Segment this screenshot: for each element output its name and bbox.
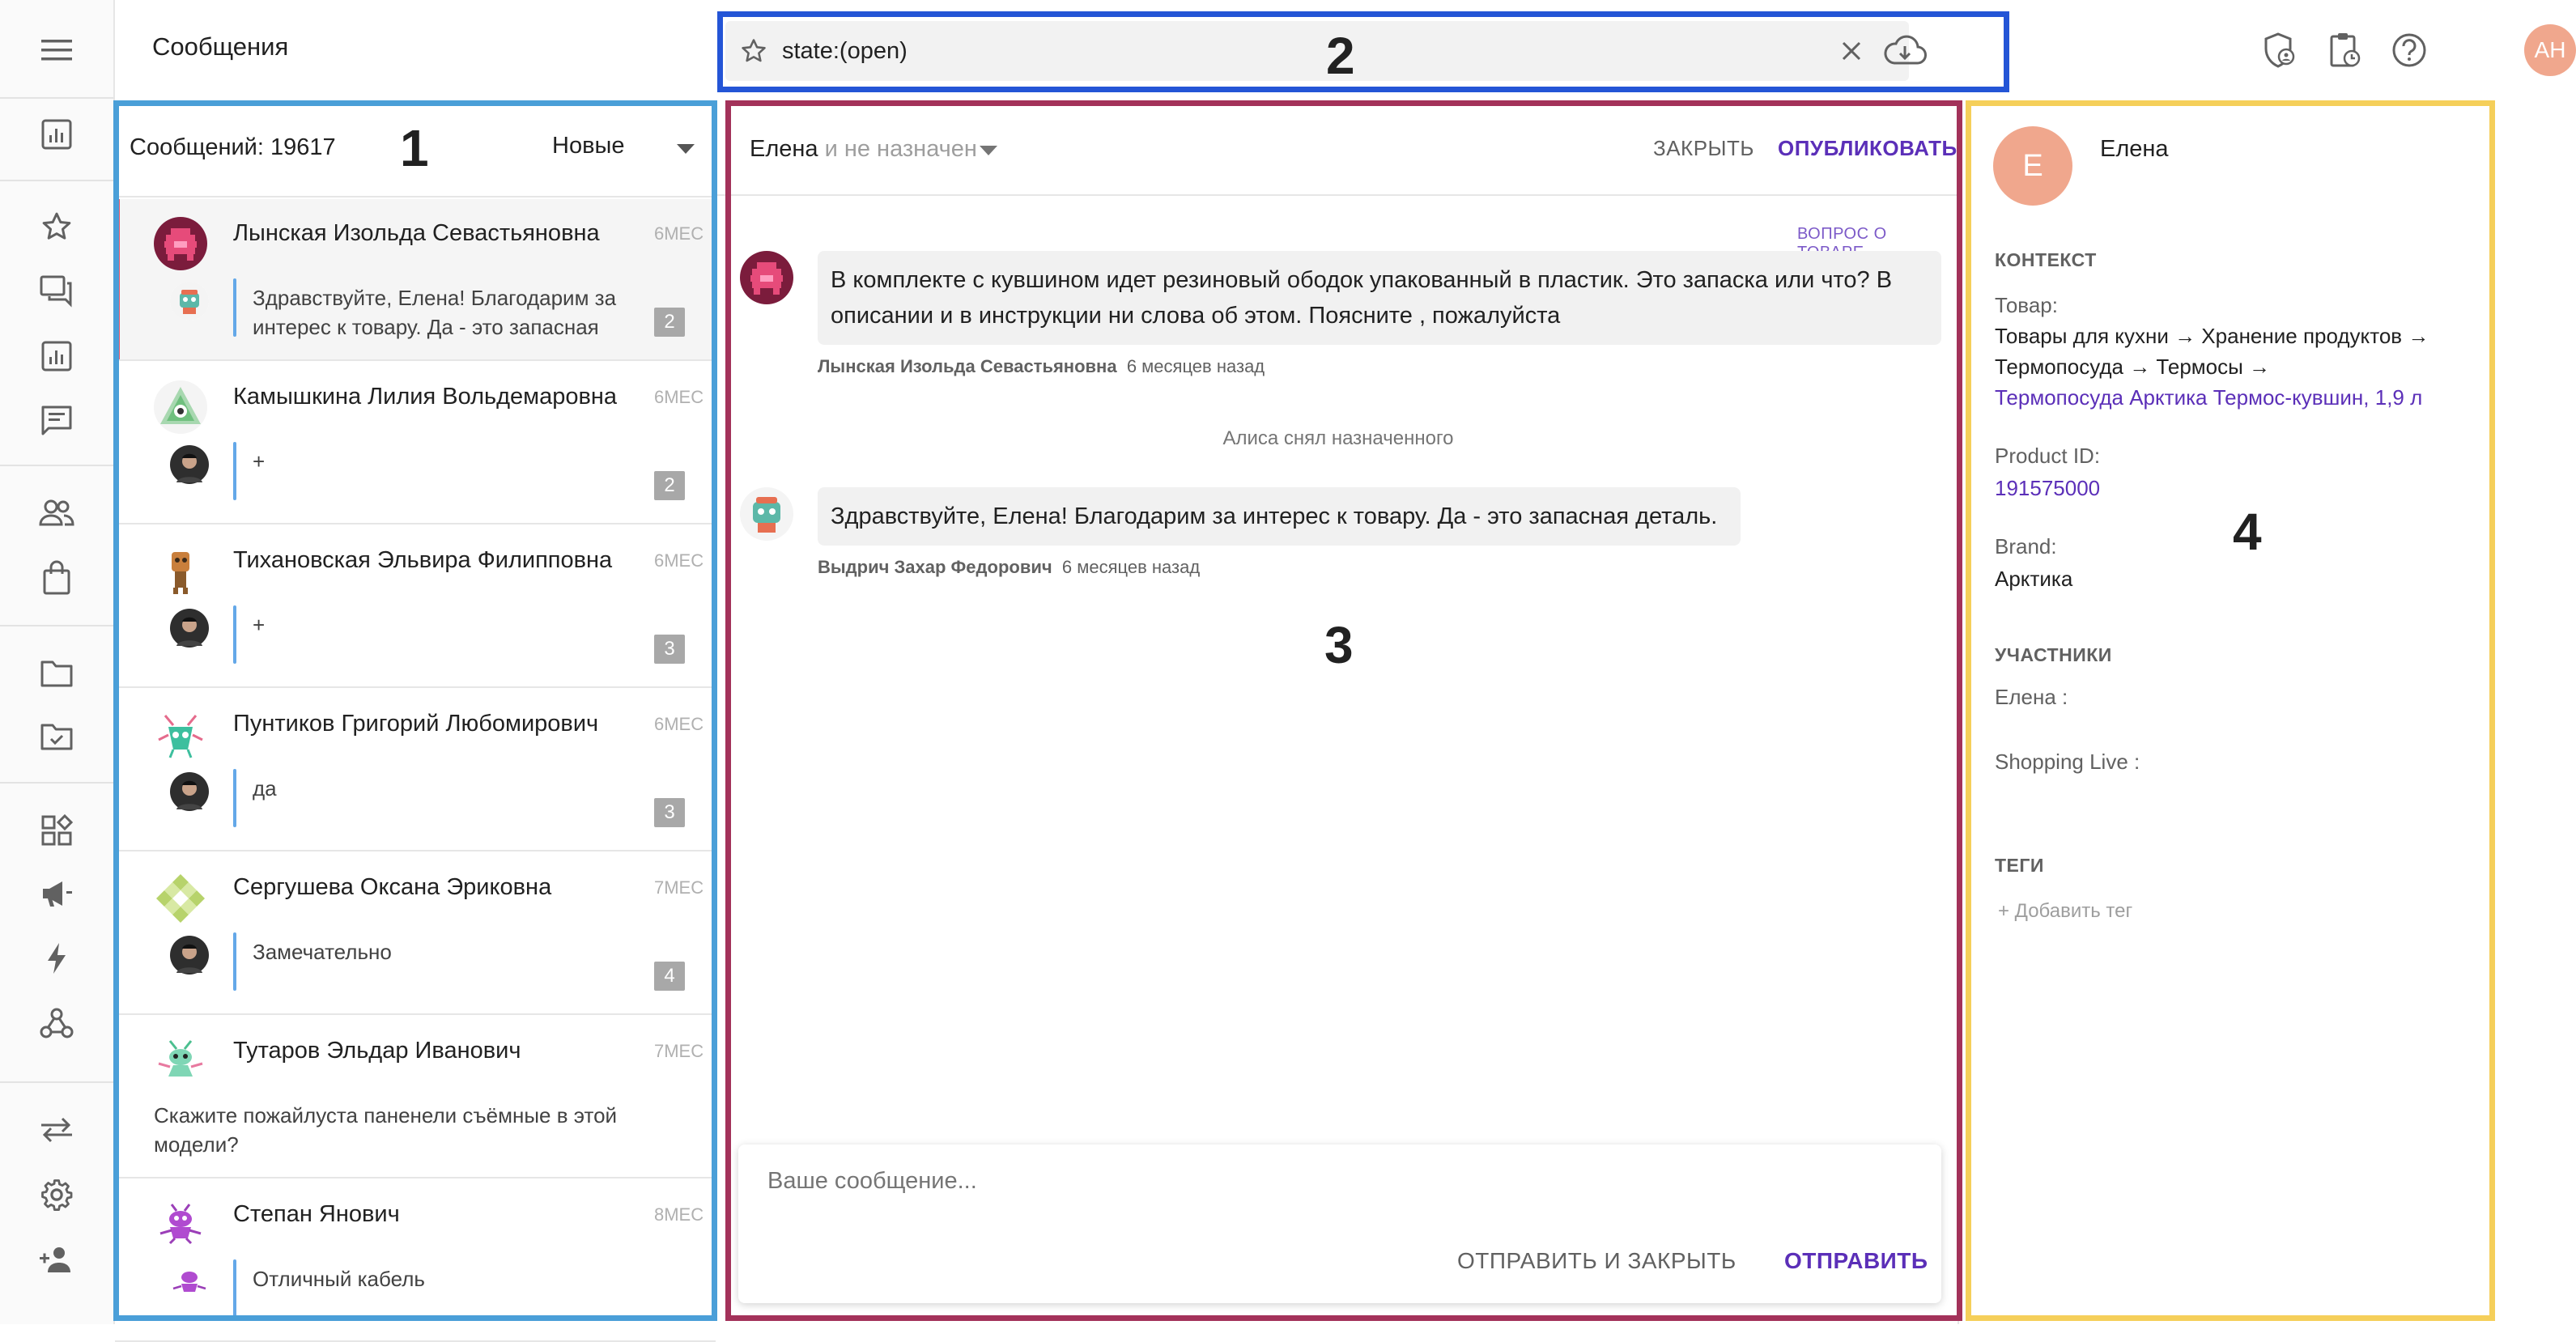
annotation-label-4: 4 — [2233, 503, 2262, 561]
quote-bar — [233, 932, 236, 991]
widgets-icon[interactable] — [36, 809, 78, 851]
conversation-time: 7МЕС — [654, 877, 704, 898]
conversation-time: 6МЕС — [654, 550, 704, 571]
participant: Shopping Live : — [1995, 750, 2140, 774]
message-count: Сообщений: 19617 — [130, 134, 336, 160]
category-line: Товары для кухни → Хранение продуктов → — [1995, 324, 2429, 348]
conversation-preview: Здравствуйте, Елена! Благодарим за интерес к товару. Да - это запасная — [253, 286, 617, 339]
conversation-name: Пунтиков Григорий Любомирович — [233, 711, 599, 737]
conversation-name: Тутаров Эльдар Иванович — [233, 1038, 521, 1064]
participant: Елена : — [1995, 685, 2068, 709]
participants-section-title: УЧАСТНИКИ — [1995, 644, 2112, 665]
chat-header — [717, 100, 1959, 196]
message-composer — [738, 1145, 1941, 1303]
brand-value: Арктика — [1995, 567, 2073, 591]
unread-badge: 3 — [654, 798, 685, 827]
quote-bar — [233, 1259, 236, 1318]
search-bar[interactable] — [725, 21, 1909, 81]
star-icon[interactable] — [740, 37, 767, 65]
message-bubble: Здравствуйте, Елена! Благодарим за интерес к товару. Да - это запасная деталь. — [818, 487, 1741, 546]
conversation-tag: ВОПРОС О — [1797, 225, 1887, 243]
quote-bar — [233, 769, 236, 827]
conversation-preview: + — [253, 449, 266, 474]
conversation-time: 6МЕС — [654, 714, 704, 734]
users-icon[interactable] — [36, 492, 78, 534]
shield-user-icon[interactable] — [2257, 28, 2302, 73]
conversation-preview: + — [253, 613, 266, 637]
page-title: Сообщения — [152, 32, 289, 61]
conversation-preview: Замечательно — [253, 940, 392, 964]
message-time: 6 месяцев назад — [1061, 557, 1201, 577]
swap-icon[interactable] — [36, 1109, 78, 1151]
avatar — [154, 707, 207, 761]
folder-icon[interactable] — [36, 652, 78, 694]
message-meta — [818, 557, 1200, 578]
user-avatar[interactable]: АН — [2524, 24, 2576, 76]
conversation-preview: Отличный кабель — [253, 1267, 425, 1291]
add-tag-button[interactable]: + Добавить тег — [1998, 900, 2133, 922]
conversation-time: 7МЕС — [654, 1041, 704, 1061]
filter-label: Новые — [552, 133, 625, 159]
caret-down-icon — [677, 144, 695, 154]
replier-avatar — [170, 1263, 209, 1302]
replier-avatar — [170, 445, 209, 484]
message-bubble: В комплекте с кувшином идет резиновый ободок упакованный в пластик. Это запаска или что? В описании и в инструкции ни слова об этом. Поясните , пожалуйста — [818, 251, 1941, 345]
caret-down-icon[interactable] — [980, 146, 997, 155]
avatar — [154, 380, 207, 434]
conversation-list-panel — [115, 100, 716, 1324]
folder-check-icon[interactable] — [36, 716, 78, 758]
conversation-item[interactable] — [115, 1017, 716, 1178]
reports-icon[interactable] — [36, 335, 78, 377]
send-button[interactable]: ОТПРАВИТЬ — [1784, 1248, 1928, 1273]
contact-name: Елена — [2100, 136, 2169, 162]
product-id-label: Product ID: — [1995, 444, 2101, 468]
send-and-close-button[interactable]: ОТПРАВИТЬ И ЗАКРЫТЬ — [1457, 1248, 1736, 1273]
dashboard-icon[interactable] — [36, 113, 78, 155]
search-input[interactable] — [782, 21, 1786, 81]
conversation-item[interactable] — [115, 526, 716, 688]
details-panel — [1961, 100, 2498, 1324]
publish-button[interactable]: ОПУБЛИКОВАТЬ — [1778, 136, 1958, 160]
conversation-name: Лынская Изольда Севастьяновна — [233, 220, 600, 246]
brand-label: Brand: — [1995, 534, 2057, 558]
status-filter-dropdown[interactable] — [552, 131, 706, 167]
menu-icon[interactable] — [36, 29, 78, 71]
annotation-label-1: 1 — [400, 119, 429, 177]
webhook-icon[interactable] — [36, 1002, 78, 1044]
replier-avatar — [170, 609, 209, 648]
category-line: Термопосуда → Термосы → — [1995, 355, 2271, 379]
conversation-time: 6МЕС — [654, 223, 704, 244]
conversation-item[interactable] — [115, 199, 716, 361]
conversation-preview: Скажите пожайлуста паненели съёмные в этой модели? — [154, 1103, 618, 1157]
comment-icon[interactable] — [36, 400, 78, 442]
assignee-selector[interactable] — [750, 136, 977, 163]
avatar — [154, 1198, 207, 1251]
avatar — [154, 1034, 207, 1088]
conversation-name: Камышкина Лилия Вольдемаровна — [233, 384, 618, 410]
star-icon[interactable] — [36, 206, 78, 248]
replier-avatar — [170, 936, 209, 975]
replier-avatar — [170, 282, 209, 321]
quote-bar — [233, 605, 236, 664]
message-author: Выдрич Захар Федорович — [818, 557, 1052, 577]
clipboard-clock-icon[interactable] — [2322, 28, 2367, 73]
conversation-item[interactable] — [115, 690, 716, 851]
message-meta — [818, 356, 1265, 377]
unread-badge: 2 — [654, 471, 685, 500]
lightning-icon[interactable] — [36, 937, 78, 979]
product-link[interactable]: Термопосуда Арктика Термос-кувшин, 1,9 л — [1995, 385, 2423, 410]
product-id-link[interactable]: 191575000 — [1995, 476, 2101, 500]
conversation-item[interactable] — [115, 853, 716, 1015]
annotation-label-3: 3 — [1324, 616, 1354, 674]
system-note: Алиса снял назначенного — [1222, 427, 1454, 449]
unread-badge: 3 — [654, 635, 685, 664]
avatar — [154, 217, 207, 270]
context-section-title: КОНТЕКСТ — [1995, 249, 2097, 270]
conversation-item[interactable] — [115, 1180, 716, 1342]
megaphone-icon[interactable] — [36, 873, 78, 915]
bag-icon[interactable] — [36, 557, 78, 599]
product-label: Товар: — [1995, 293, 2058, 317]
quote-bar — [233, 442, 236, 500]
conversation-name: Тихановская Эльвира Филипповна — [233, 547, 613, 573]
unread-badge: 2 — [654, 308, 685, 337]
message-time: 6 месяцев назад — [1126, 356, 1265, 376]
conversation-time: 6МЕС — [654, 387, 704, 407]
message-input[interactable] — [767, 1161, 1901, 1201]
avatar — [740, 487, 793, 541]
assignee-status: и не назначен — [818, 136, 977, 162]
quote-bar — [233, 278, 236, 337]
add-group-icon[interactable] — [36, 1238, 78, 1280]
left-nav-sidebar — [0, 0, 115, 1324]
annotation-label-2: 2 — [1326, 27, 1355, 85]
conversation-name: Степан Янович — [233, 1201, 400, 1227]
help-icon[interactable] — [2387, 28, 2432, 73]
chat-panel — [717, 100, 1959, 1324]
message-author: Лынская Изольда Севастьяновна — [818, 356, 1117, 376]
conversation-preview: да — [253, 776, 277, 801]
close-icon[interactable] — [1838, 37, 1865, 65]
conversation-item[interactable] — [115, 363, 716, 524]
assignee-name: Елена — [750, 136, 818, 162]
contact-avatar: Е — [1993, 126, 2072, 206]
conversation-time: 8МЕС — [654, 1204, 704, 1225]
cloud-download-icon[interactable] — [1883, 36, 1927, 66]
conversation-name: Сергушева Оксана Эриковна — [233, 874, 552, 900]
close-conversation-button[interactable]: ЗАКРЫТЬ — [1653, 136, 1754, 160]
settings-icon[interactable] — [36, 1174, 78, 1216]
chat-icon[interactable] — [36, 270, 78, 312]
replier-avatar — [170, 772, 209, 811]
category-path — [1995, 321, 2429, 413]
avatar — [154, 871, 207, 924]
tags-section-title: ТЕГИ — [1995, 855, 2044, 876]
unread-badge: 4 — [654, 962, 685, 991]
top-bar — [115, 0, 2566, 100]
avatar — [154, 544, 207, 597]
avatar — [740, 251, 793, 304]
